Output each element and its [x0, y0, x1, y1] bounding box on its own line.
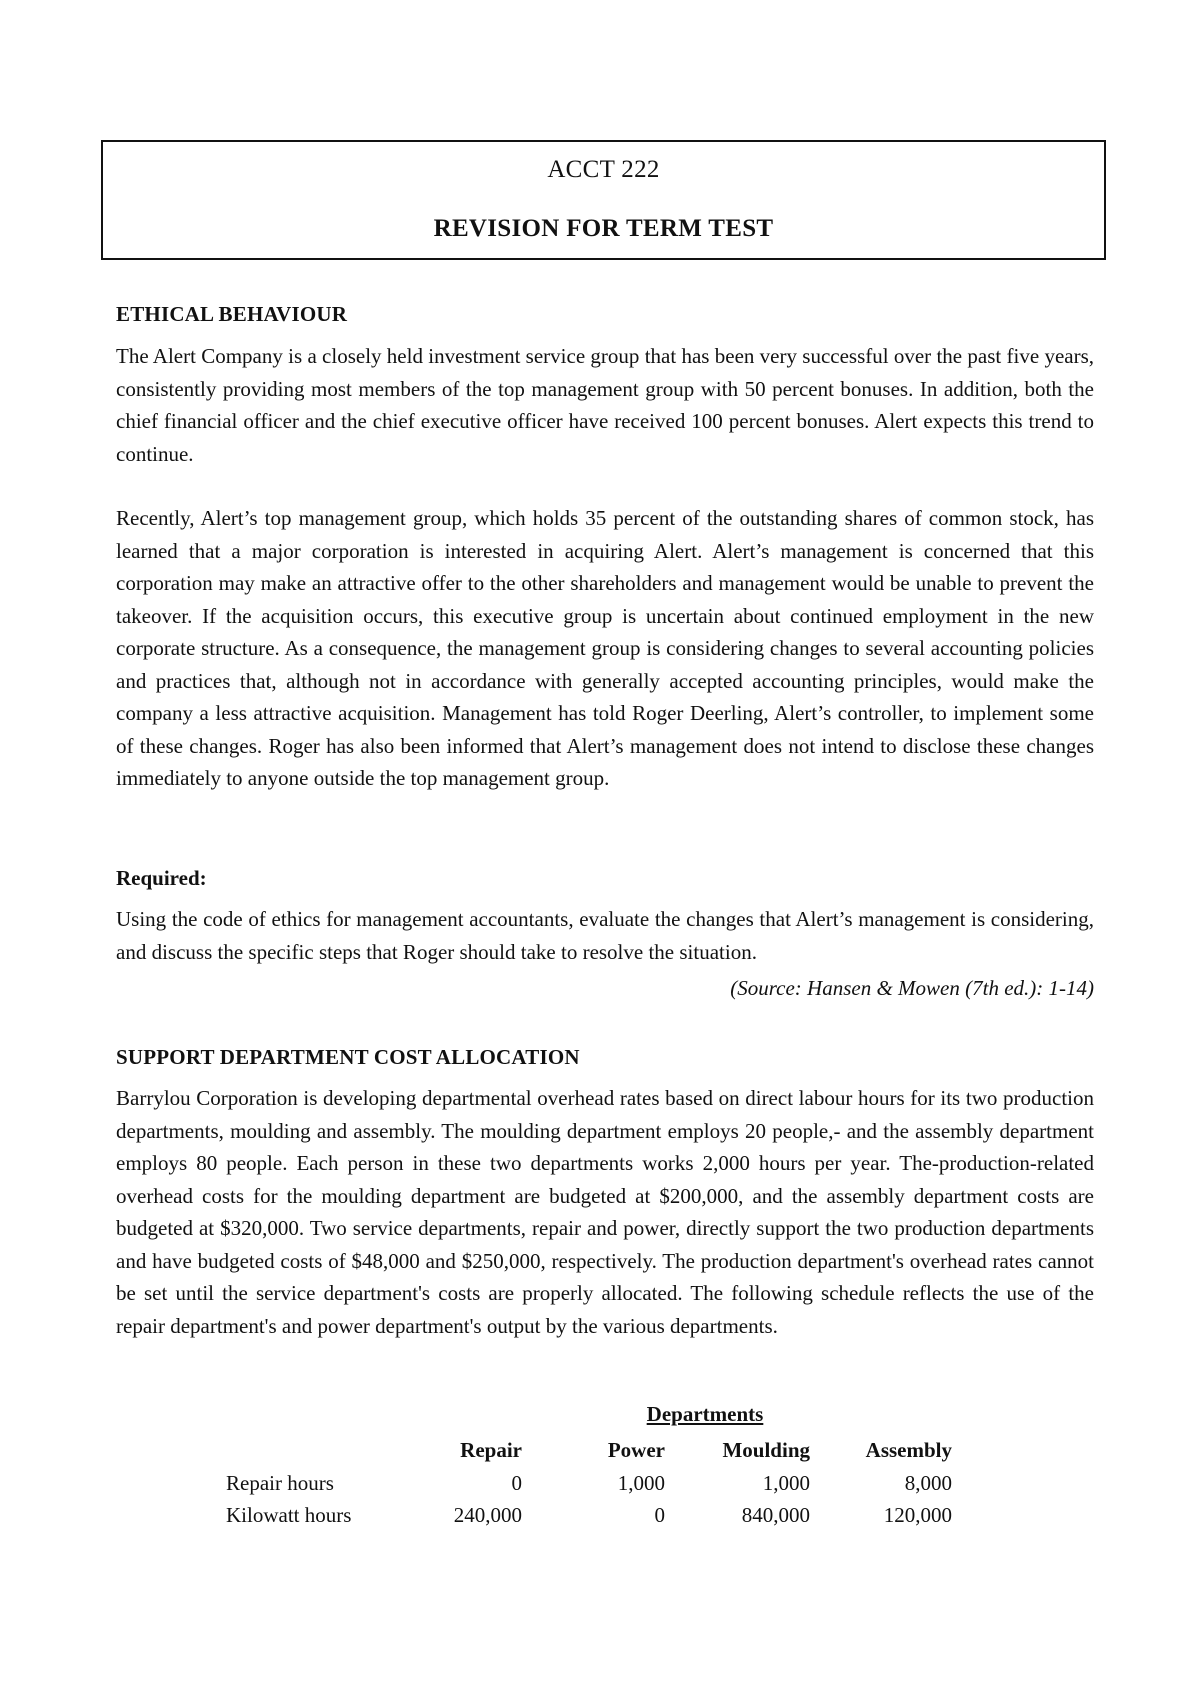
support-paragraph: Barrylou Corporation is developing departmental overhead rates based on direct labour hours for its two production departments, moulding and assembly. The moulding department employs 20 people,- and the assembly department employs 80 people. Each person in these two departments works 2,000 hours per year. The-production-related overhead costs for the moulding department are budgeted at $200,000, and the assembly department costs are budgeted at $320,000. Two service departments, repair and power, directly support the two production departments and have budgeted costs of $48,000 and $250,000, respectively. The production department's overhead rates cannot be set until the service department's costs are properly allocated. The following schedule reflects the use of the repair department's and power department's output by the various departments. [116, 1086, 1094, 1338]
ethics-paragraph-1: The Alert Company is a closely held investment service group that has been very successful over the past five years, consistently providing most members of the top management group with 50 percent bonuses. In addition, both the chief financial officer and the chief executive officer have received 100 percent bonuses. Alert expects this trend to continue. [116, 344, 1094, 466]
required-text: Using the code of ethics for management accountants, evaluate the changes that Alert’s management is considering, and discuss the specific steps that Roger should take to resolve the situation. [116, 907, 1094, 964]
table-row [226, 1499, 952, 1531]
table-cell: 120,000 [883, 1502, 952, 1527]
table-cell: 0 [654, 1502, 665, 1527]
table-cell: 240,000 [453, 1502, 522, 1527]
table-cell: 0 [511, 1470, 522, 1495]
table-cell: 8,000 [904, 1470, 952, 1495]
column-header: Assembly [865, 1437, 952, 1462]
support-heading: SUPPORT DEPARTMENT COST ALLOCATION [116, 1045, 580, 1069]
row-label: Kilowatt hours [226, 1502, 352, 1527]
title-box [101, 140, 1106, 260]
table-cell: 1,000 [762, 1470, 810, 1495]
usage-table [226, 1433, 952, 1531]
table-row [226, 1467, 952, 1499]
table-caption: Departments [646, 1402, 764, 1426]
column-header: Repair [460, 1437, 522, 1462]
ethics-heading: ETHICAL BEHAVIOUR [116, 302, 348, 326]
source-citation: (Source: Hansen & Mowen (7th ed.): 1-14) [730, 976, 1094, 1000]
course-code: ACCT 222 [547, 156, 660, 183]
document-title: REVISION FOR TERM TEST [433, 215, 774, 242]
column-header: Moulding [722, 1437, 810, 1462]
row-label: Repair hours [226, 1470, 334, 1495]
table-corner [226, 1433, 406, 1467]
required-label: Required: [116, 866, 207, 890]
table-header-row [226, 1433, 952, 1467]
column-header: Power [607, 1437, 665, 1462]
table-cell: 840,000 [741, 1502, 810, 1527]
ethics-paragraph-2: Recently, Alert’s top management group, which holds 35 percent of the outstanding shares of common stock, has learned that a major corporation is interested in acquiring Alert. Alert’s management is concerned that this corporation may make an attractive offer to the other shareholders and management would be unable to prevent the takeover. If the acquisition occurs, this executive group is uncertain about continued employment in the new corporate structure. As a consequence, the management group is considering changes to several accounting policies and practices that, although not in accordance with generally accepted accounting principles, would make the company a less attractive acquisition. Management has told Roger Deerling, Alert’s controller, to implement some of these changes. Roger has also been informed that Alert’s management does not intend to disclose these changes immediately to anyone outside the top management group. [116, 506, 1094, 790]
table-cell: 1,000 [617, 1470, 665, 1495]
